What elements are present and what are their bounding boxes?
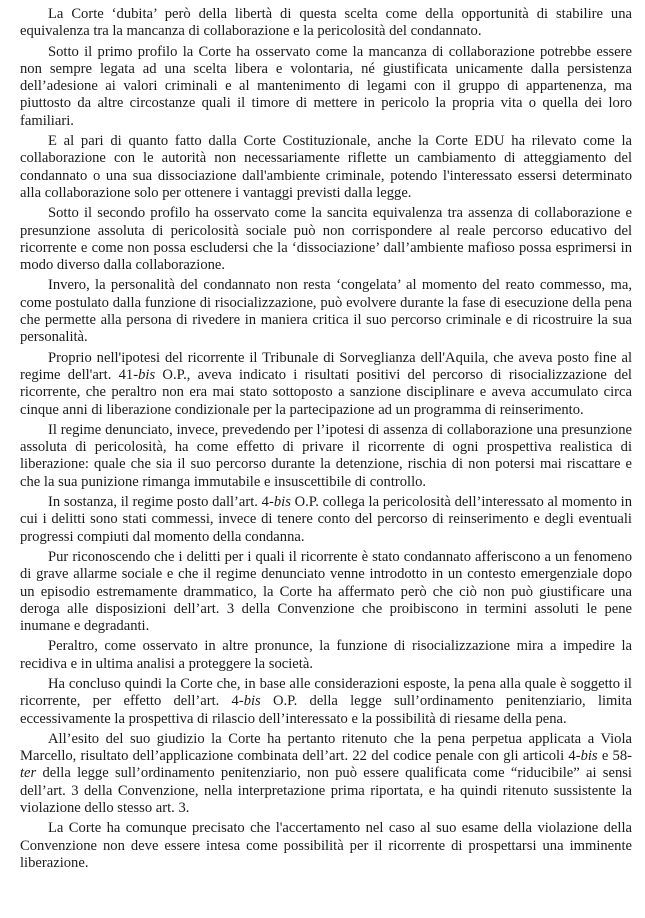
paragraph-6 bbox=[20, 350, 632, 419]
paragraph-text: Invero, la personalità del condannato non resta ‘congelata’ al momento del reato commesso, ma, come postulato dalla funzione di risocializzazione, può evolvere durante la fase di esecuzione della pena che permette alla persona di rivedere in maniera critica il suo percorso criminale e di ricostruire la sua personalità. bbox=[20, 277, 632, 346]
paragraph-12 bbox=[20, 731, 632, 817]
paragraph-text: In sostanza, il regime posto dall’art. 4- bbox=[48, 494, 274, 511]
paragraph-text: La Corte ‘dubita’ però della libertà di questa scelta come della opportunità di stabilire una equivalenza tra la mancanza di collaborazione e la pericolosità del condannato. bbox=[20, 6, 632, 40]
paragraph-text: Proprio nell'ipotesi del ricorrente il Tribunale di Sorveglianza dell'Aquila, che aveva posto fine al regime dell'art. 41- bbox=[20, 349, 632, 383]
paragraph-text: E al pari di quanto fatto dalla Corte Costituzionale, anche la Corte EDU ha rilevato come la collaborazione con le autorità non necessariamente riflette un cambiamento di atteggiamento del condannato o una sua dissociazione dall'ambiente criminale, potendo l'interessato essersi determinato alla collaborazione solo per ottenere i vantaggi previsti dalla legge. bbox=[20, 133, 632, 201]
paragraph-text: della legge sull’ordinamento penitenziario, non può essere qualificata come “riducibile” ai sensi dell’art. 3 della Convenzione, nella interpretazione prima riportata, e ha quindi ritenuto sussistente la violazione dello stesso art. 3. bbox=[20, 765, 632, 817]
paragraph-13 bbox=[20, 820, 632, 872]
paragraph-4 bbox=[20, 205, 632, 274]
paragraph-text: Ha concluso quindi la Corte che, in base alle considerazioni esposte, la pena alla quale è soggetto il ricorrente, per effetto dell’art. 4- bbox=[20, 675, 632, 710]
paragraph-9 bbox=[20, 549, 632, 635]
paragraph-10 bbox=[20, 638, 632, 673]
document-page bbox=[20, 6, 632, 872]
paragraph-text: Peraltro, come osservato in altre pronunce, la funzione di risocializzazione mira a impedire la recidiva e in ultima analisi a proteggere la società. bbox=[20, 638, 632, 672]
italic-text: bis bbox=[243, 693, 261, 710]
paragraph-11 bbox=[20, 676, 632, 728]
paragraph-text: O.P. della legge sull’ordinamento penitenziario, limita eccessivamente la prospettiva di rilascio dell’interessato e la possibilità di riesame della pena. bbox=[20, 693, 632, 727]
paragraph-text: O.P., aveva indicato i risultati positivi del percorso di risocializzazione del ricorrente, che peraltro non era mai stato sottoposto a sanzione disciplinare e aveva accumulato circa cinque anni di liberazione condizionale per la partecipazione ad un programma di reinserimento. bbox=[20, 366, 632, 418]
paragraph-1 bbox=[20, 6, 632, 41]
italic-text: bis bbox=[273, 494, 291, 511]
italic-text: bis bbox=[580, 748, 598, 765]
paragraph-2 bbox=[20, 44, 632, 130]
paragraph-text: Sotto il secondo profilo ha osservato come la sancita equivalenza tra assenza di collaborazione e presunzione assoluta di pericolosità sociale può non corrispondere al reale percorso educativo del ricorrente e come non possa escludersi che la ‘dissociazione’ dall’ambiente mafioso possa esprimersi in modo diverso dalla collaborazione. bbox=[20, 205, 632, 274]
paragraph-5 bbox=[20, 277, 632, 346]
paragraph-text: All’esito del suo giudizio la Corte ha pertanto ritenuto che la pena perpetua applicata a Viola Marcello, risultato dell’applicazione combinata dell’art. 22 del codice penale con gli articoli 4- bbox=[20, 730, 632, 765]
paragraph-7 bbox=[20, 422, 632, 491]
paragraph-8 bbox=[20, 494, 632, 546]
italic-text: bis bbox=[138, 366, 156, 383]
paragraph-text: Sotto il primo profilo la Corte ha osservato come la mancanza di collaborazione potrebbe essere non sempre legata ad una scelta libera e volontaria, né giustificata unicamente dalla persistenza dell’adesione ai valori criminali e al mantenimento di legami con il gruppo di appartenenza, ma piuttosto da altre circostanze quali il timore di mettere in pericolo la propria vita o quella dei loro familiari. bbox=[20, 43, 632, 129]
paragraph-text: O.P. collega la pericolosità dell’interessato al momento in cui i delitti sono stati commessi, invece di tenere conto del percorso di reinserimento e degli eventuali progressi compiuti dal momento della condanna. bbox=[20, 494, 632, 545]
paragraph-text: Il regime denunciato, invece, prevedendo per l’ipotesi di assenza di collaborazione una presunzione assoluta di pericolosità, ha come effetto di privare il ricorrente di ogni prospettiva realistica di liberazione: quale che sia il suo percorso durante la detenzione, rischia di non potersi mai riscattare e che la sua punizione rimanga immutabile e insuscettibile di controllo. bbox=[20, 421, 632, 490]
paragraph-text: e 58- bbox=[597, 748, 632, 765]
italic-text: ter bbox=[20, 765, 37, 782]
paragraph-text: Pur riconoscendo che i delitti per i quali il ricorrente è stato condannato afferiscono a un fenomeno di grave allarme sociale e che il regime denunciato venne introdotto in un contesto emergenziale dopo un episodio estremamente drammatico, la Corte ha affermato però che ciò non può giustificare una deroga alle disposizioni dell’art. 3 della Convenzione che proibiscono in termini assoluti le pene inumane e degradanti. bbox=[20, 548, 632, 635]
paragraph-3 bbox=[20, 133, 632, 202]
paragraph-text: La Corte ha comunque precisato che l'accertamento nel caso al suo esame della violazione della Convenzione non deve essere intesa come possibilità per il ricorrente di prospettarsi una imminente liberazione. bbox=[20, 820, 632, 871]
